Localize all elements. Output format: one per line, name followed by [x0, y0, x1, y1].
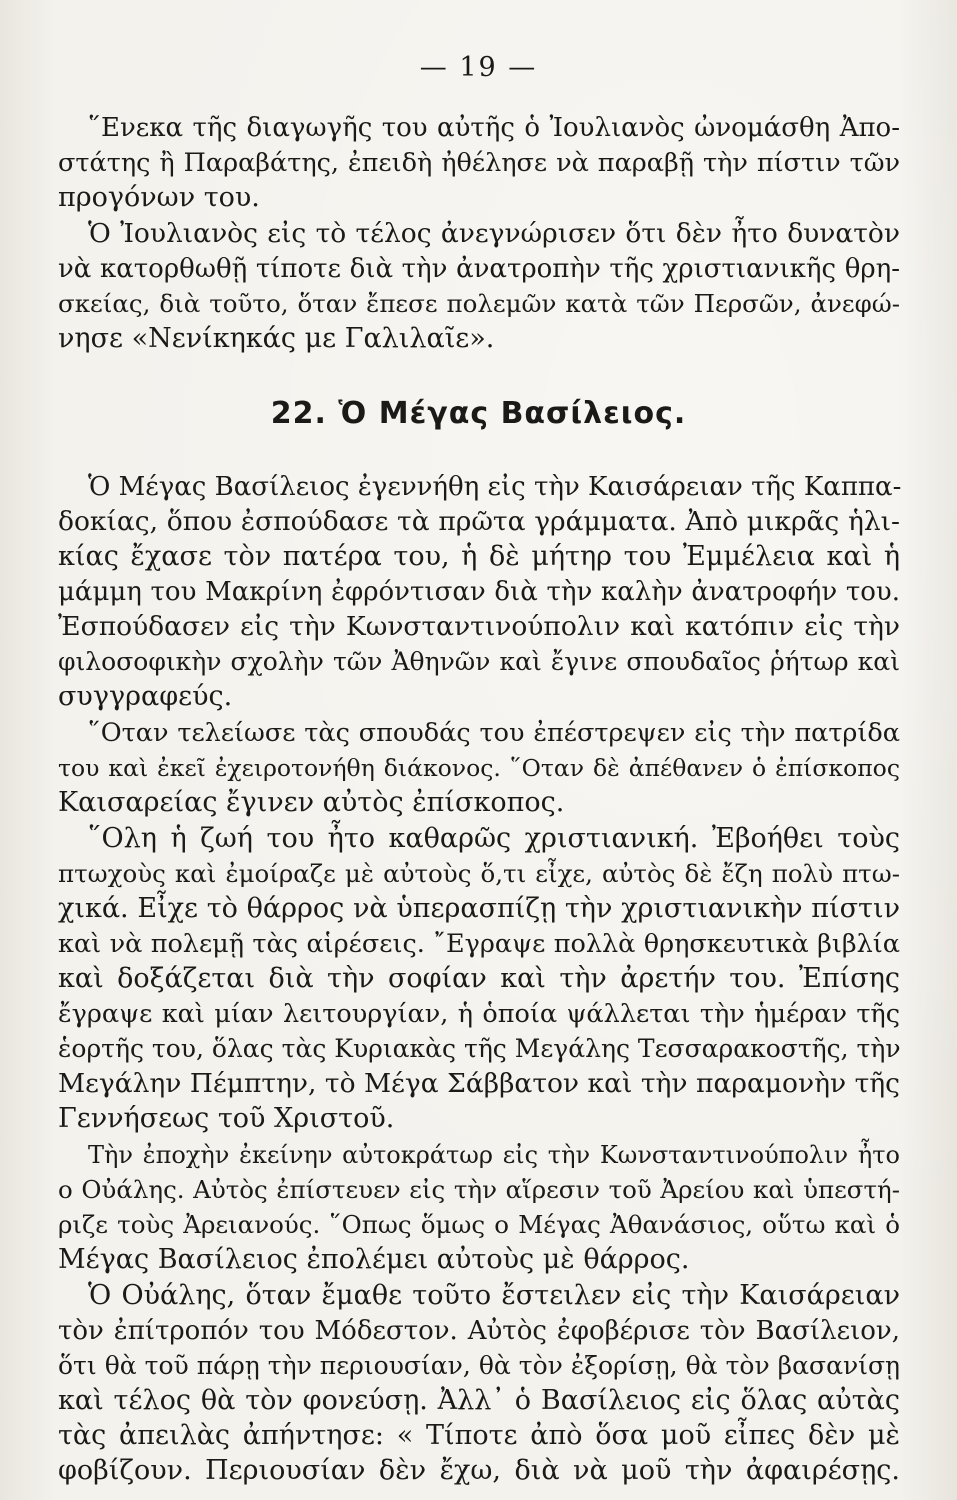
- text-line: δοκίας, ὅπου ἐσπούδασε τὰ πρῶτα γράμματα. Ἀπὸ μικρᾶς ἡλι-: [58, 506, 900, 537]
- text-line: τὰς ἀπειλὰς ἀπήντησε: « Τίποτε ἀπὸ ὅσα μοῦ εἶπες δὲν μὲ: [58, 1420, 900, 1451]
- text-line: καὶ νὰ πολεμῇ τὰς αἱρέσεις. ῎Εγραψε πολλὰ θρησκευτικὰ βιβλία: [58, 929, 900, 959]
- text-line: ῞Ολη ἡ ζωή του ἦτο καθαρῶς χριστιανική. Ἐβοήθει τοὺς: [88, 823, 900, 854]
- text-line: νησε «Νενίκηκάς με Γαλιλαῖε».: [58, 323, 495, 354]
- text-line: Μέγας Βασίλειος ἐπολέμει αὐτοὺς μὲ θάρρος.: [58, 1244, 690, 1275]
- text-line: Μεγάλην Πέμπτην, τὸ Μέγα Σάββατον καὶ τὴν παραμονὴν τῆς: [58, 1068, 900, 1099]
- text-line: στάτης ἢ Παραβάτης, ἐπειδὴ ἠθέλησε νὰ παραβῇ τὴν πίστιν τῶν: [58, 148, 900, 178]
- text-line: ὅτι θὰ τοῦ πάρῃ τὴν περιουσίαν, θὰ τὸν ἐξορίσῃ, θὰ τὸν βασανίσῃ: [58, 1351, 900, 1380]
- text-line: συγγραφεύς.: [58, 681, 233, 712]
- text-line: νὰ κατορθωθῇ τίποτε διὰ τὴν ἀνατροπὴν τῆς χριστιανικῆς θρη-: [58, 254, 900, 284]
- text-line: του καὶ ἐκεῖ ἐχειροτονήθη διάκονος. ῞Οταν δὲ ἀπέθανεν ὁ ἐπίσκοπος: [58, 754, 900, 782]
- text-line: ο Οὐάλης. Αὐτὸς ἐπίστευεν εἰς τὴν αἵρεσιν τοῦ Ἀρείου καὶ ὑπεστή-: [58, 1175, 900, 1204]
- text-line: Ὁ Μέγας Βασίλειος ἐγεννήθη εἰς τὴν Καισάρειαν τῆς Καππα-: [88, 472, 902, 502]
- text-line: ῞Ενεκα τῆς διαγωγῆς του αὐτῆς ὁ Ἰουλιανὸς ὠνομάσθη Ἀπο-: [88, 113, 900, 143]
- text-line: κίας ἔχασε τὸν πατέρα του, ἡ δὲ μήτηρ του Ἐμμέλεια καὶ ἡ: [58, 541, 900, 572]
- text-line: τὸν ἐπίτροπόν του Μόδεστον. Αὐτὸς ἐφοβέρισε τὸν Βασίλειον,: [58, 1316, 900, 1346]
- text-line: καὶ δοξάζεται διὰ τὴν σοφίαν καὶ τὴν ἀρετήν του. Ἐπίσης: [58, 963, 900, 994]
- text-line: φιλοσοφικὴν σχολὴν τῶν Ἀθηνῶν καὶ ἔγινε σπουδαῖος ῥήτωρ καὶ: [58, 647, 900, 676]
- text-line: Τὴν ἐποχὴν ἐκείνην αὐτοκράτωρ εἰς τὴν Κωνσταντινούπολιν ἦτο: [88, 1141, 900, 1169]
- text-line: καὶ τέλος θὰ τὸν φονεύσῃ. Ἀλλ᾽ ὁ Βασίλειος εἰς ὅλας αὐτὰς: [58, 1385, 900, 1416]
- text-line: Ὁ Ἰουλιανὸς εἰς τὸ τέλος ἀνεγνώρισεν ὅτι δὲν ἦτο δυνατὸν: [88, 218, 900, 249]
- text-line: ῞Οταν τελείωσε τὰς σπουδάς του ἐπέστρεψεν εἰς τὴν πατρίδα: [88, 718, 900, 748]
- text-line: Ὁ Οὐάλης, ὅταν ἔμαθε τοῦτο ἔστειλεν εἰς τὴν Καισάρειαν: [88, 1280, 900, 1311]
- text-line: μάμμη του Μακρίνη ἐφρόντισαν διὰ τὴν καλὴν ἀνατροφήν του.: [58, 577, 900, 607]
- section-heading: 22. Ὁ Μέγας Βασίλειος.: [270, 396, 687, 431]
- text-line: χικά. Εἶχε τὸ θάρρος νὰ ὑπερασπίζῃ τὴν χριστιανικὴν πίστιν: [58, 893, 900, 924]
- text-line: ριζε τοὺς Ἀρειανούς. ῞Οπως ὅμως ο Μέγας Ἀθανάσιος, οὕτω καὶ ὁ: [58, 1210, 900, 1239]
- text-line: φοβίζουν. Περιουσίαν δὲν ἔχω, διὰ νὰ μοῦ τὴν ἀφαιρέσῃς.: [58, 1455, 900, 1486]
- text-line: Ἐσπούδασεν εἰς τὴν Κωνσταντινούπολιν καὶ κατόπιν εἰς τὴν: [58, 611, 900, 642]
- text-line: σκείας, διὰ τοῦτο, ὅταν ἔπεσε πολεμῶν κατὰ τῶν Περσῶν, ἀνεφώ-: [58, 289, 900, 318]
- text-line: Καισαρείας ἔγινεν αὐτὸς ἐπίσκοπος.: [58, 787, 565, 818]
- page-number: — 19 —: [419, 52, 538, 83]
- text-line: ἑορτῆς του, ὅλας τὰς Κυριακὰς τῆς Μεγάλης Τεσσαρακοστῆς, τὴν: [58, 1034, 901, 1063]
- text-line: πτωχοὺς καὶ ἐμοίραζε μὲ αὐτοὺς ὅ,τι εἶχε, αὐτὸς δὲ ἔζη πολὺ πτω-: [58, 859, 900, 888]
- text-line: Γεννήσεως τοῦ Χριστοῦ.: [58, 1103, 395, 1134]
- text-line: ἔγραψε καὶ μίαν λειτουργίαν, ἡ ὁποία ψάλλεται τὴν ἡμέραν τῆς: [58, 999, 900, 1029]
- text-line: προγόνων του.: [58, 182, 260, 213]
